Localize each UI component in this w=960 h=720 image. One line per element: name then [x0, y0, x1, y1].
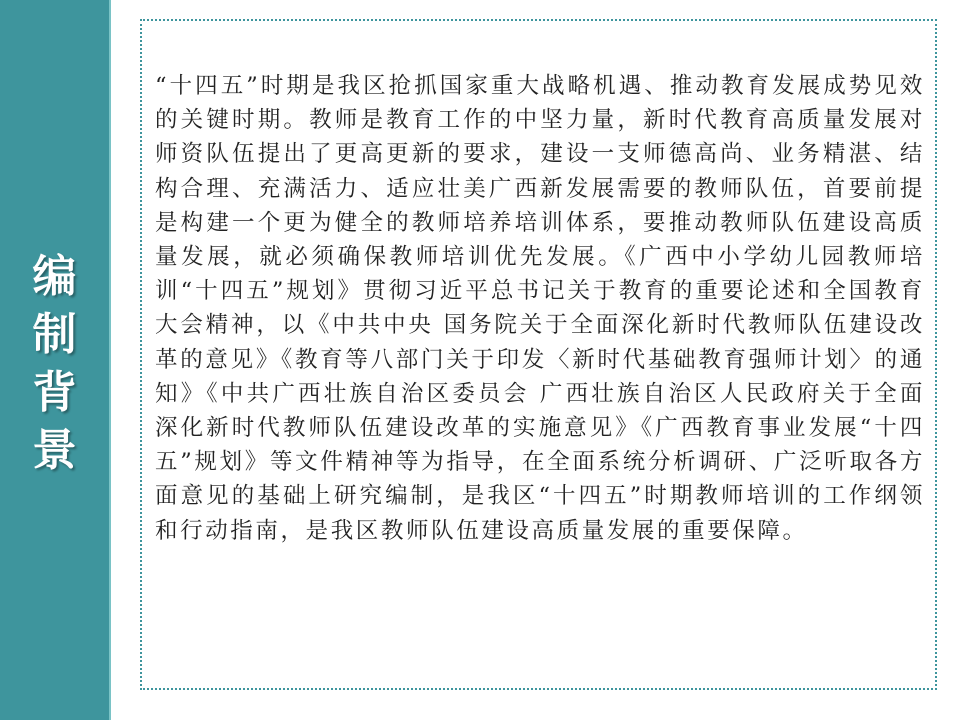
section-title-char: 背: [32, 367, 77, 418]
sidebar: [0, 0, 111, 720]
body-paragraph: “十四五”时期是我区抢抓国家重大战略机遇、推动教育发展成势见效的关键时期。教师是教育工作的中坚力量，新时代教育高质量发展对师资队伍提出了更高更新的要求，建设一支师德高尚、业务精湛、结构合理、充满活力、适应壮美广西新发展需要的教师队伍，首要前提是构建一个更为健全的教师培养培训体系，要推动教师队伍建设高质量发展，就必须确保教师培训优先发展。《广西中小学幼儿园教师培训“十四五”规划》贯彻习近平总书记关于教育的重要论述和全国教育大会精神，以《中共中央 国务院关于全面深化新时代教师队伍建设改革的意见》《教育等八部门关于印发〈新时代基础教育强师计划〉的通知》《中共广西壮族自治区委员会 广西壮族自治区人民政府关于全面深化新时代教师队伍建设改革的实施意见》《广西教育事业发展“十四五”规划》等文件精神等为指导，在全面系统分析调研、广泛听取各方面意见的基础上研究编制，是我区“十四五”时期教师培训的工作纲领和行动指南，是我区教师队伍建设高质量发展的重要保障。: [155, 73, 925, 544]
section-title-char: 制: [32, 309, 77, 360]
content-box: [140, 19, 937, 690]
section-title-char: 编: [32, 251, 77, 302]
section-title-char: 景: [32, 425, 77, 476]
section-title: [0, 248, 109, 480]
